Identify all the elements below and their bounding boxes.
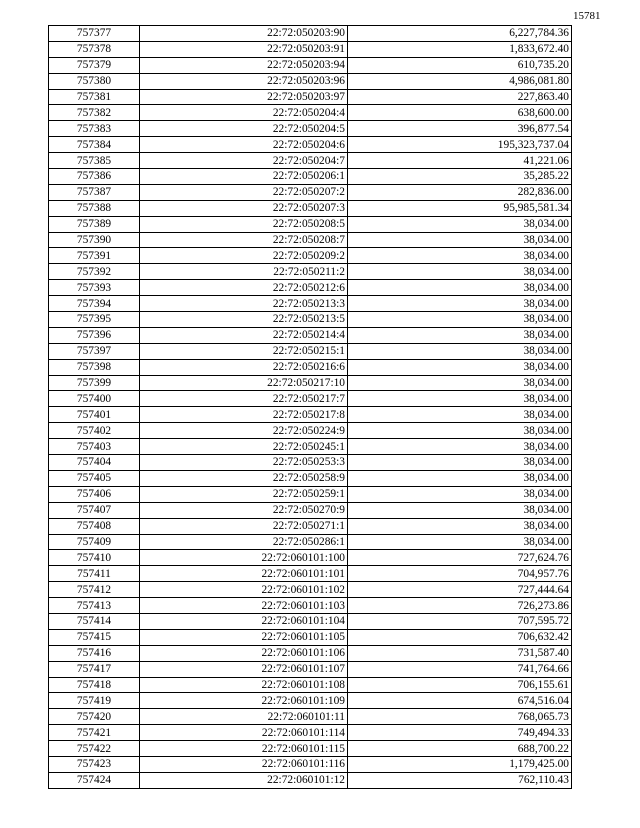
cadastral-value-cell: 731,587.40: [348, 645, 572, 661]
cadastral-number-cell: 22:72:050245:1: [140, 439, 348, 455]
table-row: [49, 232, 572, 248]
cadastral-number-cell: 22:72:050216:6: [140, 359, 348, 375]
cadastral-value-cell: 38,034.00: [348, 502, 572, 518]
table-row: [49, 105, 572, 121]
table-row: [49, 455, 572, 471]
cadastral-number-cell: 22:72:050203:96: [140, 73, 348, 89]
cadastral-number-cell: 22:72:050206:1: [140, 169, 348, 185]
record-number-cell: 757396: [49, 327, 140, 343]
cadastral-value-cell: 38,034.00: [348, 359, 572, 375]
cadastral-value-cell: 762,110.43: [348, 772, 572, 788]
table-row: [49, 629, 572, 645]
table-row: [49, 407, 572, 423]
cadastral-number-cell: 22:72:060101:107: [140, 661, 348, 677]
record-number-cell: 757399: [49, 375, 140, 391]
table-row: [49, 677, 572, 693]
table-row: [49, 137, 572, 153]
table-row: [49, 41, 572, 57]
cadastral-number-cell: 22:72:060101:11: [140, 709, 348, 725]
cadastral-value-cell: 638,600.00: [348, 105, 572, 121]
record-number-cell: 757418: [49, 677, 140, 693]
cadastral-value-cell: 227,863.40: [348, 89, 572, 105]
cadastral-value-cell: 38,034.00: [348, 327, 572, 343]
cadastral-value-cell: 610,735.20: [348, 57, 572, 73]
cadastral-value-cell: 38,034.00: [348, 248, 572, 264]
cadastral-number-cell: 22:72:050271:1: [140, 518, 348, 534]
cadastral-number-cell: 22:72:060101:12: [140, 772, 348, 788]
record-number-cell: 757398: [49, 359, 140, 375]
cadastral-number-cell: 22:72:050286:1: [140, 534, 348, 550]
cadastral-value-cell: 282,836.00: [348, 184, 572, 200]
table-row: [49, 486, 572, 502]
cadastral-number-cell: 22:72:060101:109: [140, 693, 348, 709]
table-row: [49, 550, 572, 566]
cadastral-number-cell: 22:72:050224:9: [140, 423, 348, 439]
record-number-cell: 757386: [49, 169, 140, 185]
cadastral-value-cell: 38,034.00: [348, 470, 572, 486]
record-number-cell: 757424: [49, 772, 140, 788]
record-number-cell: 757382: [49, 105, 140, 121]
cadastral-number-cell: 22:72:050217:7: [140, 391, 348, 407]
cadastral-number-cell: 22:72:050258:9: [140, 470, 348, 486]
record-number-cell: 757394: [49, 296, 140, 312]
cadastral-number-cell: 22:72:050215:1: [140, 343, 348, 359]
cadastral-number-cell: 22:72:050212:6: [140, 280, 348, 296]
cadastral-value-cell: 38,034.00: [348, 216, 572, 232]
cadastral-number-cell: 22:72:050203:94: [140, 57, 348, 73]
cadastral-number-cell: 22:72:060101:105: [140, 629, 348, 645]
cadastral-value-cell: 704,957.76: [348, 566, 572, 582]
record-number-cell: 757385: [49, 153, 140, 169]
table-row: [49, 502, 572, 518]
cadastral-number-cell: 22:72:060101:103: [140, 598, 348, 614]
cadastral-number-cell: 22:72:060101:100: [140, 550, 348, 566]
cadastral-number-cell: 22:72:050204:4: [140, 105, 348, 121]
cadastral-number-cell: 22:72:050207:3: [140, 200, 348, 216]
cadastral-value-cell: 38,034.00: [348, 391, 572, 407]
table-row: [49, 709, 572, 725]
table-row: [49, 89, 572, 105]
record-number-cell: 757411: [49, 566, 140, 582]
cadastral-value-cell: 726,273.86: [348, 598, 572, 614]
cadastral-number-cell: 22:72:050270:9: [140, 502, 348, 518]
record-number-cell: 757420: [49, 709, 140, 725]
record-number-cell: 757377: [49, 26, 140, 42]
cadastral-value-cell: 674,516.04: [348, 693, 572, 709]
table-row: [49, 439, 572, 455]
cadastral-number-cell: 22:72:050213:3: [140, 296, 348, 312]
record-number-cell: 757412: [49, 582, 140, 598]
cadastral-value-cell: 706,632.42: [348, 629, 572, 645]
cadastral-value-cell: 741,764.66: [348, 661, 572, 677]
cadastral-number-cell: 22:72:050209:2: [140, 248, 348, 264]
table-row: [49, 264, 572, 280]
record-number-cell: 757384: [49, 137, 140, 153]
record-number-cell: 757413: [49, 598, 140, 614]
table-row: [49, 470, 572, 486]
table-row: [49, 598, 572, 614]
table-row: [49, 423, 572, 439]
table-row: [49, 613, 572, 629]
table-row: [49, 169, 572, 185]
table-row: [49, 153, 572, 169]
table-row: [49, 280, 572, 296]
table-row: [49, 26, 572, 42]
cadastral-value-cell: 1,179,425.00: [348, 756, 572, 772]
record-number-cell: 757406: [49, 486, 140, 502]
cadastral-value-cell: 95,985,581.34: [348, 200, 572, 216]
cadastral-value-cell: 38,034.00: [348, 312, 572, 328]
table-row: [49, 582, 572, 598]
table-row: [49, 73, 572, 89]
record-number-cell: 757389: [49, 216, 140, 232]
table-row: [49, 312, 572, 328]
cadastral-number-cell: 22:72:060101:106: [140, 645, 348, 661]
table-row: [49, 534, 572, 550]
cadastral-number-cell: 22:72:050214:4: [140, 327, 348, 343]
cadastral-number-cell: 22:72:050207:2: [140, 184, 348, 200]
table-row: [49, 391, 572, 407]
record-number-cell: 757415: [49, 629, 140, 645]
cadastral-value-cell: 4,986,081.80: [348, 73, 572, 89]
cadastral-value-cell: 749,494.33: [348, 725, 572, 741]
cadastral-value-cell: 38,034.00: [348, 264, 572, 280]
cadastral-value-cell: 38,034.00: [348, 407, 572, 423]
cadastral-value-cell: 38,034.00: [348, 518, 572, 534]
cadastral-value-cell: 41,221.06: [348, 153, 572, 169]
cadastral-number-cell: 22:72:050204:6: [140, 137, 348, 153]
registry-table-body: [49, 26, 572, 789]
registry-table: [48, 25, 572, 789]
cadastral-number-cell: 22:72:050203:90: [140, 26, 348, 42]
table-row: [49, 57, 572, 73]
cadastral-number-cell: 22:72:050203:91: [140, 41, 348, 57]
cadastral-number-cell: 22:72:050217:8: [140, 407, 348, 423]
table-row: [49, 518, 572, 534]
record-number-cell: 757392: [49, 264, 140, 280]
cadastral-value-cell: 38,034.00: [348, 534, 572, 550]
record-number-cell: 757379: [49, 57, 140, 73]
record-number-cell: 757397: [49, 343, 140, 359]
cadastral-number-cell: 22:72:060101:108: [140, 677, 348, 693]
record-number-cell: 757388: [49, 200, 140, 216]
page-number: 15781: [573, 10, 601, 22]
record-number-cell: 757403: [49, 439, 140, 455]
cadastral-number-cell: 22:72:050204:7: [140, 153, 348, 169]
cadastral-value-cell: 38,034.00: [348, 343, 572, 359]
record-number-cell: 757390: [49, 232, 140, 248]
cadastral-value-cell: 38,034.00: [348, 296, 572, 312]
cadastral-value-cell: 707,595.72: [348, 613, 572, 629]
cadastral-value-cell: 38,034.00: [348, 232, 572, 248]
table-row: [49, 121, 572, 137]
record-number-cell: 757380: [49, 73, 140, 89]
cadastral-value-cell: 38,034.00: [348, 280, 572, 296]
cadastral-number-cell: 22:72:050204:5: [140, 121, 348, 137]
cadastral-value-cell: 195,323,737.04: [348, 137, 572, 153]
record-number-cell: 757407: [49, 502, 140, 518]
cadastral-value-cell: 727,444.64: [348, 582, 572, 598]
table-row: [49, 375, 572, 391]
record-number-cell: 757422: [49, 741, 140, 757]
table-row: [49, 725, 572, 741]
record-number-cell: 757410: [49, 550, 140, 566]
cadastral-number-cell: 22:72:060101:116: [140, 756, 348, 772]
record-number-cell: 757395: [49, 312, 140, 328]
cadastral-value-cell: 38,034.00: [348, 486, 572, 502]
cadastral-number-cell: 22:72:050208:7: [140, 232, 348, 248]
table-row: [49, 661, 572, 677]
table-row: [49, 200, 572, 216]
table-row: [49, 216, 572, 232]
record-number-cell: 757419: [49, 693, 140, 709]
cadastral-number-cell: 22:72:050211:2: [140, 264, 348, 280]
cadastral-number-cell: 22:72:050208:5: [140, 216, 348, 232]
record-number-cell: 757381: [49, 89, 140, 105]
record-number-cell: 757401: [49, 407, 140, 423]
table-row: [49, 359, 572, 375]
cadastral-value-cell: 35,285.22: [348, 169, 572, 185]
cadastral-number-cell: 22:72:060101:104: [140, 613, 348, 629]
cadastral-value-cell: 727,624.76: [348, 550, 572, 566]
table-row: [49, 248, 572, 264]
cadastral-value-cell: 396,877.54: [348, 121, 572, 137]
record-number-cell: 757421: [49, 725, 140, 741]
record-number-cell: 757409: [49, 534, 140, 550]
cadastral-number-cell: 22:72:060101:101: [140, 566, 348, 582]
cadastral-number-cell: 22:72:060101:114: [140, 725, 348, 741]
cadastral-value-cell: 706,155.61: [348, 677, 572, 693]
record-number-cell: 757423: [49, 756, 140, 772]
record-number-cell: 757408: [49, 518, 140, 534]
table-row: [49, 566, 572, 582]
cadastral-value-cell: 38,034.00: [348, 423, 572, 439]
table-row: [49, 184, 572, 200]
record-number-cell: 757402: [49, 423, 140, 439]
cadastral-value-cell: 38,034.00: [348, 375, 572, 391]
table-row: [49, 741, 572, 757]
table-row: [49, 343, 572, 359]
record-number-cell: 757400: [49, 391, 140, 407]
cadastral-value-cell: 38,034.00: [348, 439, 572, 455]
record-number-cell: 757405: [49, 470, 140, 486]
record-number-cell: 757417: [49, 661, 140, 677]
record-number-cell: 757404: [49, 455, 140, 471]
cadastral-number-cell: 22:72:050253:3: [140, 455, 348, 471]
cadastral-number-cell: 22:72:050213:5: [140, 312, 348, 328]
table-row: [49, 296, 572, 312]
record-number-cell: 757387: [49, 184, 140, 200]
record-number-cell: 757383: [49, 121, 140, 137]
cadastral-value-cell: 6,227,784.36: [348, 26, 572, 42]
record-number-cell: 757414: [49, 613, 140, 629]
cadastral-value-cell: 688,700.22: [348, 741, 572, 757]
table-row: [49, 693, 572, 709]
record-number-cell: 757378: [49, 41, 140, 57]
table-row: [49, 645, 572, 661]
record-number-cell: 757416: [49, 645, 140, 661]
table-row: [49, 756, 572, 772]
cadastral-number-cell: 22:72:060101:102: [140, 582, 348, 598]
cadastral-number-cell: 22:72:060101:115: [140, 741, 348, 757]
cadastral-value-cell: 1,833,672.40: [348, 41, 572, 57]
record-number-cell: 757391: [49, 248, 140, 264]
cadastral-number-cell: 22:72:050203:97: [140, 89, 348, 105]
record-number-cell: 757393: [49, 280, 140, 296]
table-row: [49, 327, 572, 343]
cadastral-number-cell: 22:72:050259:1: [140, 486, 348, 502]
cadastral-value-cell: 768,065.73: [348, 709, 572, 725]
cadastral-number-cell: 22:72:050217:10: [140, 375, 348, 391]
table-row: [49, 772, 572, 788]
cadastral-value-cell: 38,034.00: [348, 455, 572, 471]
